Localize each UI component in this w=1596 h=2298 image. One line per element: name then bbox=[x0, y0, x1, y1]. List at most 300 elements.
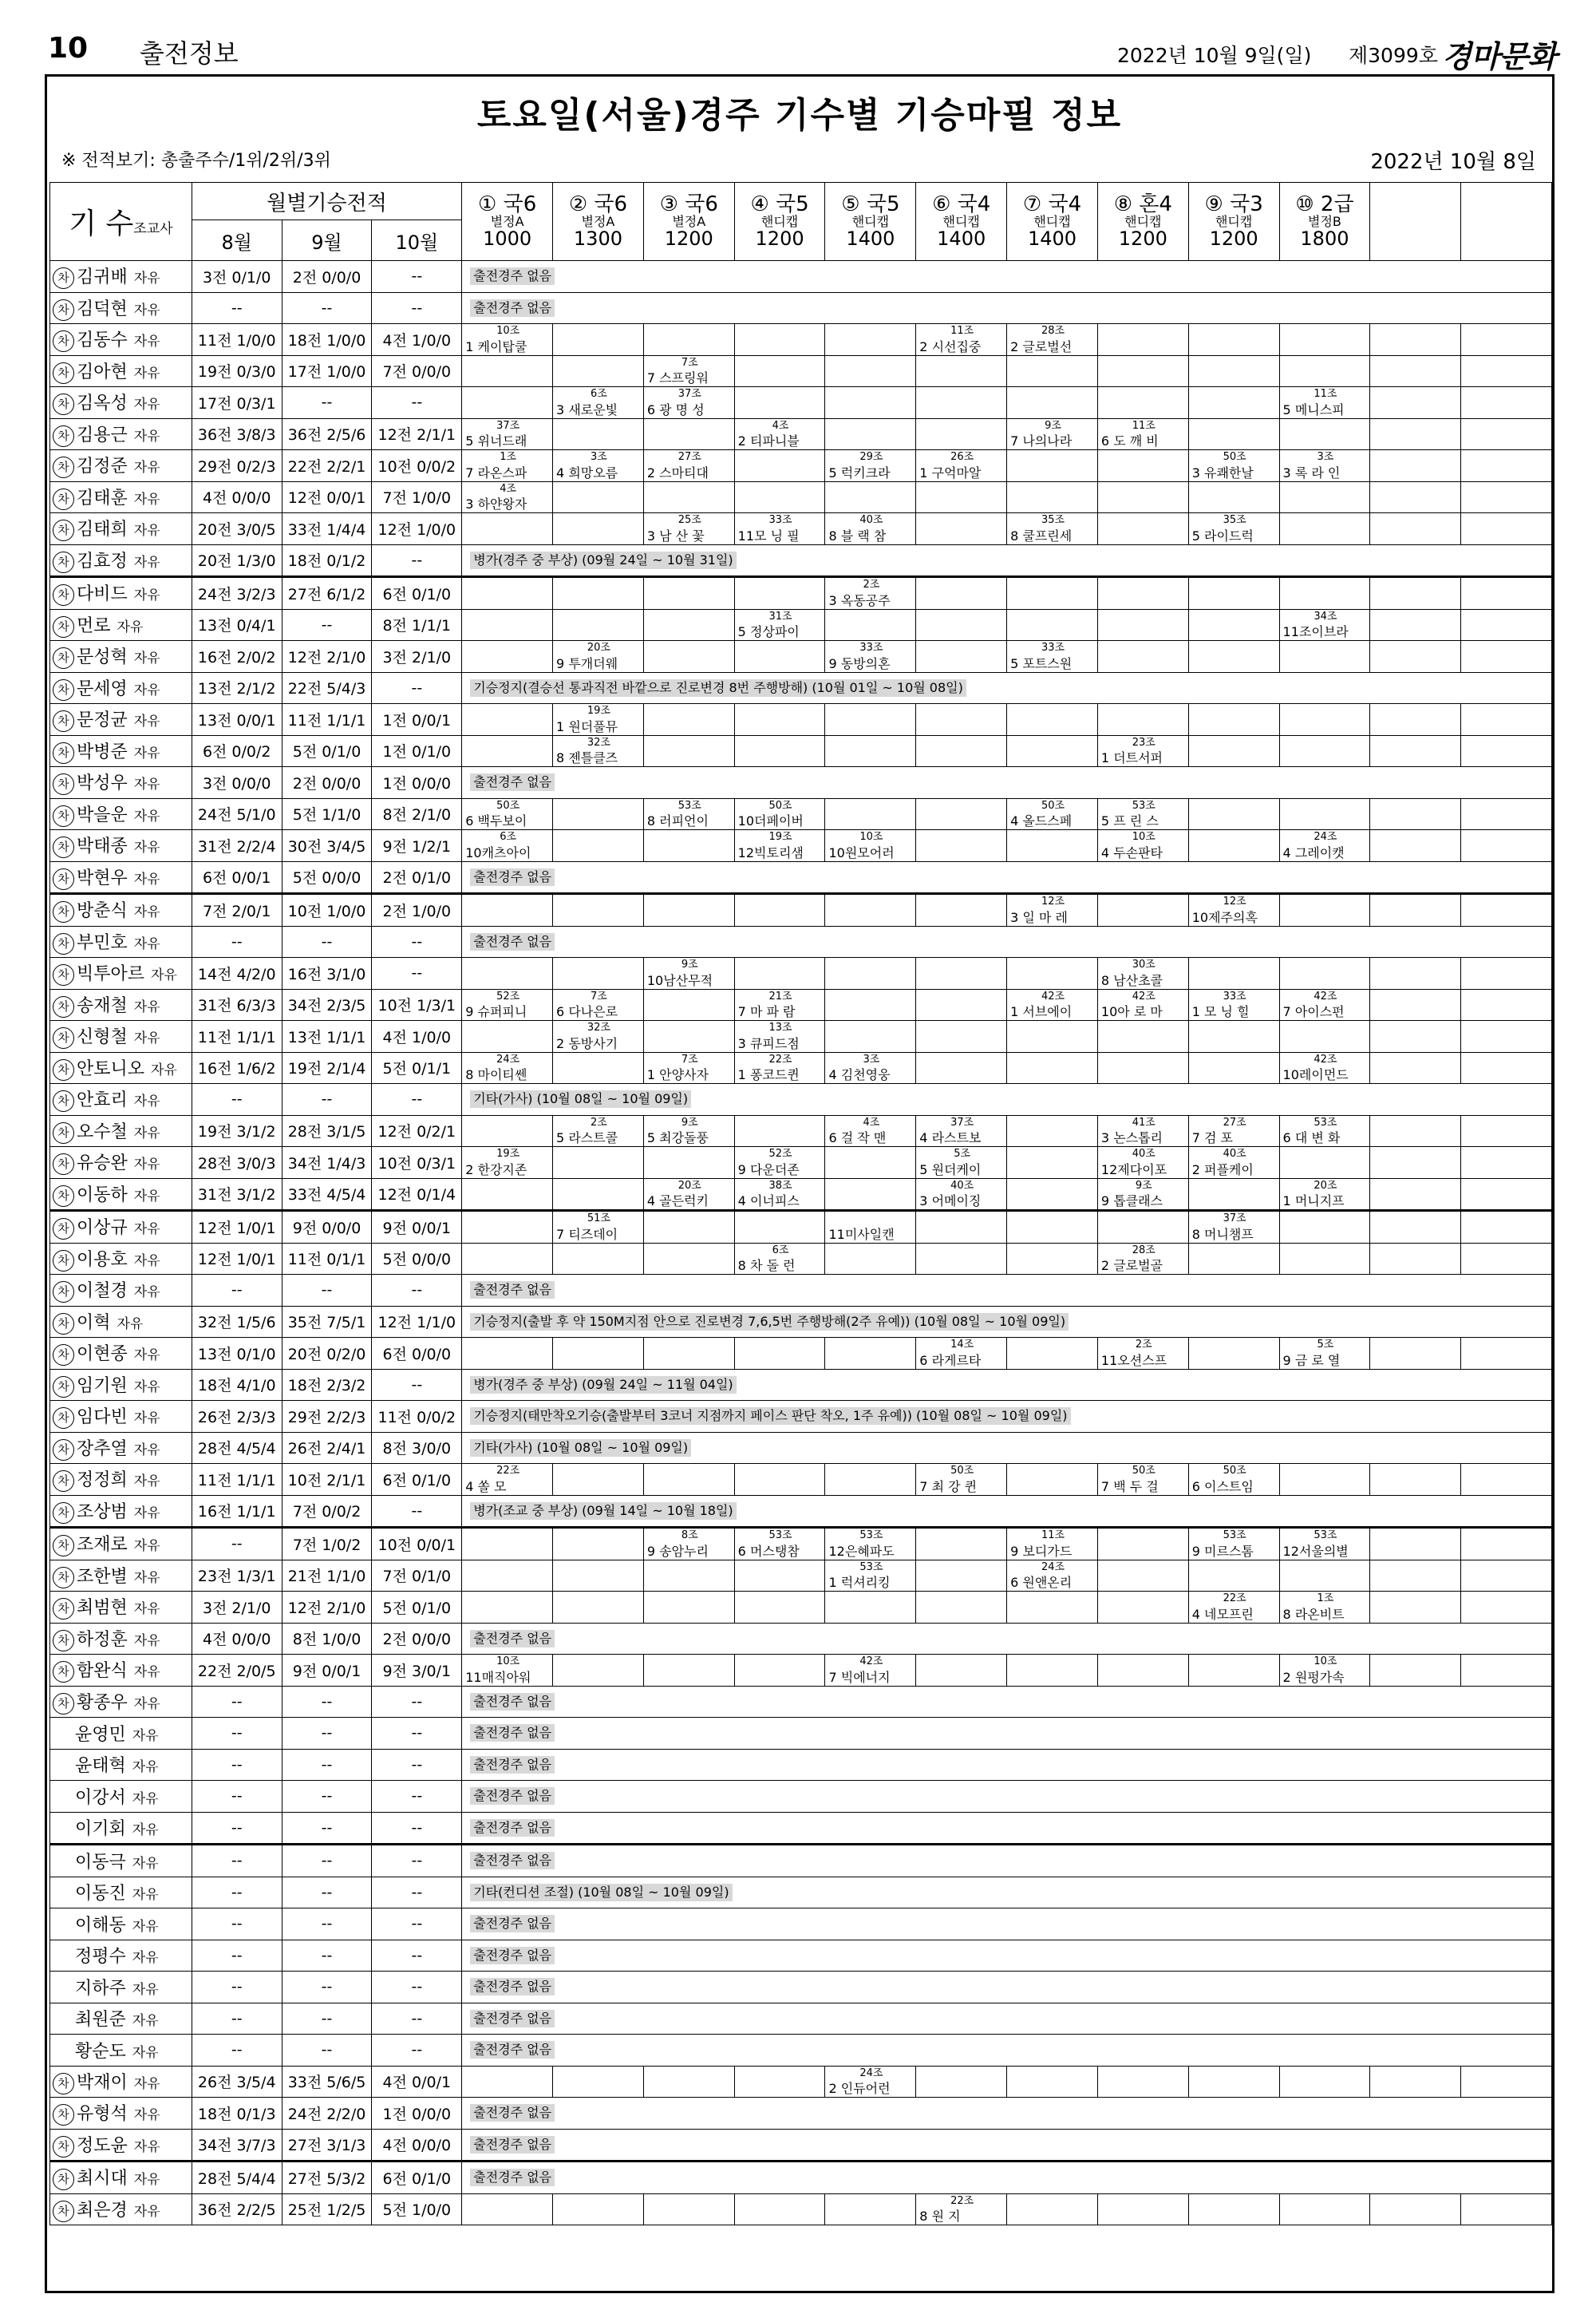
horse-entry: 6 백두보이 bbox=[465, 813, 527, 829]
jockey-cell bbox=[50, 1147, 192, 1179]
horse-entry: 10제주의혹 bbox=[1191, 909, 1258, 925]
jockey-row bbox=[50, 1718, 1552, 1750]
cha-badge-icon: 차 bbox=[53, 901, 74, 923]
horse-entry: 1 서브에이 bbox=[1010, 1004, 1073, 1019]
race-number: ① 국6 bbox=[478, 192, 537, 216]
cha-badge-icon: 차 bbox=[53, 2136, 74, 2158]
trainer-group: 23조 bbox=[1132, 736, 1156, 749]
horse-entry: 4 네모프린 bbox=[1191, 1606, 1254, 1622]
race-entry-cell bbox=[1370, 418, 1461, 450]
horse-entry: 1 퐁코드퀸 bbox=[737, 1067, 800, 1082]
spacer bbox=[53, 1853, 73, 1873]
horse-entry: 4 쏠 모 bbox=[465, 1478, 507, 1494]
jockey-row bbox=[50, 1306, 1552, 1338]
status-message-cell bbox=[462, 544, 1552, 577]
race-entry-cell bbox=[1279, 989, 1370, 1021]
jockey-name: 송재철 bbox=[77, 995, 128, 1016]
jockey-type: 자유 bbox=[151, 967, 177, 984]
jockey-name: 이상규 bbox=[77, 1218, 128, 1239]
jockey-row bbox=[50, 1560, 1552, 1592]
trainer-group: 50조 bbox=[1041, 799, 1065, 812]
race-entry-cell bbox=[1461, 989, 1552, 1021]
horse-entry: 3 록 라 인 bbox=[1282, 465, 1341, 481]
jockey-type: 자유 bbox=[132, 1887, 159, 1904]
horse-entry: 7 라온스파 bbox=[465, 465, 527, 481]
jockey-name: 박성우 bbox=[77, 773, 128, 794]
jockey-name: 오수철 bbox=[77, 1121, 128, 1142]
race-entry-cell bbox=[825, 1147, 916, 1179]
trainer-group: 33조 bbox=[768, 514, 792, 526]
race-entry-cell bbox=[462, 641, 553, 673]
race-entry-cell bbox=[916, 1655, 1007, 1687]
status-message-cell bbox=[462, 926, 1552, 958]
race-entry-cell bbox=[1370, 1147, 1461, 1179]
trainer-group: 12조 bbox=[1041, 896, 1065, 908]
jockey-cell bbox=[50, 704, 192, 736]
race-entry-cell bbox=[916, 1592, 1007, 1624]
horse-entry: 2 한강지존 bbox=[465, 1161, 527, 1177]
month-record: -- bbox=[372, 1495, 462, 1528]
cha-badge-icon: 차 bbox=[53, 267, 74, 289]
race-entry-cell bbox=[643, 1147, 734, 1179]
race-entry-cell bbox=[916, 1178, 1007, 1211]
status-message-cell bbox=[462, 1401, 1552, 1433]
race-entry-cell bbox=[734, 1338, 825, 1370]
jockey-name: 장추열 bbox=[77, 1438, 128, 1459]
jockey-type: 자유 bbox=[133, 1378, 160, 1395]
month-record: 10전 1/3/1 bbox=[372, 989, 462, 1021]
race-entry-cell bbox=[1188, 735, 1279, 767]
trainer-group: 11조 bbox=[950, 325, 974, 337]
horse-entry: 6 걸 작 맨 bbox=[828, 1130, 887, 1145]
month-record: -- bbox=[372, 292, 462, 324]
month-record: 19전 0/3/0 bbox=[192, 355, 282, 387]
cha-badge-icon: 차 bbox=[53, 1027, 74, 1049]
race-entry-cell bbox=[734, 989, 825, 1021]
status-message: 출전경주 없음 bbox=[470, 1693, 555, 1711]
trainer-group: 24조 bbox=[859, 2067, 883, 2079]
jockey-name: 이동극 bbox=[75, 1852, 126, 1873]
trainer-group: 11조 bbox=[1041, 1529, 1065, 1541]
race-entry-cell bbox=[1461, 1052, 1552, 1084]
race-entry-cell bbox=[462, 1560, 553, 1592]
month-record: 5전 0/1/0 bbox=[372, 1592, 462, 1624]
race-entry-cell bbox=[1097, 894, 1188, 927]
race-entry-cell bbox=[553, 324, 644, 356]
trainer-group: 41조 bbox=[1132, 1116, 1156, 1129]
month-record: 10전 0/0/2 bbox=[372, 450, 462, 482]
race-entry-cell bbox=[734, 609, 825, 641]
status-message-cell bbox=[462, 767, 1552, 799]
month-record: -- bbox=[372, 544, 462, 577]
race-entry-cell bbox=[1370, 2066, 1461, 2098]
race-entry-cell bbox=[916, 1338, 1007, 1370]
jockey-name: 안토니오 bbox=[77, 1058, 145, 1079]
jockey-type: 자유 bbox=[133, 554, 160, 571]
race-entry-cell bbox=[1370, 1115, 1461, 1147]
jockey-row bbox=[50, 1845, 1552, 1877]
jockey-name: 김효정 bbox=[77, 551, 128, 572]
trainer-group: 2조 bbox=[1135, 1339, 1152, 1351]
cha-badge-icon: 차 bbox=[53, 1535, 74, 1556]
jockey-cell bbox=[50, 1686, 192, 1718]
cha-badge-icon: 차 bbox=[53, 520, 74, 541]
month-record: 7전 1/0/2 bbox=[282, 1528, 372, 1560]
month-record: 18전 1/0/0 bbox=[282, 324, 372, 356]
jockey-name: 이강서 bbox=[75, 1787, 126, 1808]
race-entry-cell bbox=[643, 418, 734, 450]
month-record: -- bbox=[372, 1877, 462, 1908]
status-message: 출전경주 없음 bbox=[470, 2136, 555, 2154]
status-message-cell bbox=[462, 1781, 1552, 1813]
jockey-cell bbox=[50, 641, 192, 673]
jockey-cell bbox=[50, 1877, 192, 1908]
race-entry-cell bbox=[1188, 1528, 1279, 1560]
jockey-type: 자유 bbox=[133, 2075, 160, 2092]
race-entry-cell bbox=[916, 324, 1007, 356]
race-entry-cell bbox=[1279, 513, 1370, 545]
race-entry-cell bbox=[825, 798, 916, 830]
race-distance: 1200 bbox=[664, 227, 713, 250]
jockey-cell bbox=[50, 989, 192, 1021]
cha-badge-icon: 차 bbox=[53, 488, 74, 510]
jockey-row bbox=[50, 1972, 1552, 2003]
month-record: 11전 1/1/1 bbox=[192, 1021, 282, 1053]
month-record: 9전 3/0/1 bbox=[372, 1655, 462, 1687]
jockey-row bbox=[50, 861, 1552, 894]
race-entry-cell bbox=[1007, 1464, 1098, 1496]
race-entry-cell bbox=[1279, 1655, 1370, 1687]
horse-entry: 5 위너드래 bbox=[465, 433, 527, 449]
jockey-row bbox=[50, 2035, 1552, 2067]
monthly-record-header: 월별기승전적 bbox=[192, 183, 461, 220]
horse-entry: 7 마 파 람 bbox=[737, 1004, 796, 1019]
month-record: 27전 5/3/2 bbox=[282, 2162, 372, 2194]
month-record: 28전 4/5/4 bbox=[192, 1432, 282, 1464]
race-entry-cell bbox=[1097, 1338, 1188, 1370]
trainer-group: 11조 bbox=[1314, 388, 1337, 400]
race-entry-cell bbox=[1097, 798, 1188, 830]
trainer-group: 5조 bbox=[1317, 1339, 1334, 1351]
horse-entry: 4 올드스페 bbox=[1010, 813, 1073, 829]
jockey-name: 박태종 bbox=[77, 837, 128, 857]
horse-entry: 5 원더케이 bbox=[919, 1161, 982, 1177]
horse-entry: 3 하얀왕자 bbox=[465, 496, 527, 512]
month-record: 8전 3/0/0 bbox=[372, 1432, 462, 1464]
trainer-group: 3조 bbox=[863, 1053, 880, 1066]
jockey-name: 조재로 bbox=[77, 1535, 128, 1556]
horse-entry: 7 빅에너지 bbox=[828, 1669, 891, 1685]
race-entry-cell bbox=[462, 1211, 553, 1244]
month-record: 22전 2/2/1 bbox=[282, 450, 372, 482]
race-entry-cell bbox=[1461, 1115, 1552, 1147]
race-entry-cell bbox=[1188, 958, 1279, 990]
race-header bbox=[1097, 183, 1188, 261]
horse-entry: 5 포트스원 bbox=[1010, 655, 1073, 671]
month-record: 11전 0/0/2 bbox=[372, 1401, 462, 1433]
race-distance: 1200 bbox=[1209, 227, 1258, 250]
race-entry-cell bbox=[643, 1052, 734, 1084]
horse-entry: 10레이먼드 bbox=[1282, 1067, 1349, 1082]
jockey-cell bbox=[50, 1908, 192, 1940]
race-entry-cell bbox=[553, 1560, 644, 1592]
race-entry-cell bbox=[916, 513, 1007, 545]
month-record: 34전 2/3/5 bbox=[282, 989, 372, 1021]
trainer-group: 51조 bbox=[587, 1212, 610, 1224]
cha-badge-icon: 차 bbox=[53, 1407, 74, 1429]
trainer-group: 50조 bbox=[950, 1465, 974, 1477]
spacer bbox=[53, 1980, 73, 1999]
trainer-group: 53조 bbox=[678, 799, 701, 812]
jockey-cell bbox=[50, 1401, 192, 1433]
jockey-name: 유승완 bbox=[77, 1153, 128, 1174]
jockey-type: 자유 bbox=[133, 935, 160, 952]
race-entry-cell bbox=[1279, 704, 1370, 736]
race-entry-cell bbox=[1461, 1021, 1552, 1053]
jockey-cell bbox=[50, 2035, 192, 2067]
trainer-group: 1조 bbox=[500, 451, 517, 463]
status-message-cell bbox=[462, 1432, 1552, 1464]
jockey-row bbox=[50, 1908, 1552, 1940]
jockey-type: 자유 bbox=[133, 397, 160, 413]
month-record: 24전 3/2/3 bbox=[192, 577, 282, 610]
month-record: 7전 0/0/0 bbox=[372, 355, 462, 387]
jockey-type: 자유 bbox=[133, 1094, 160, 1110]
race-class: 별정A bbox=[581, 214, 615, 230]
month-record: 4전 0/0/1 bbox=[372, 2066, 462, 2098]
race-entry-cell bbox=[1097, 2193, 1188, 2225]
publication-logo: 경마문화 bbox=[1442, 39, 1556, 74]
trainer-group: 9조 bbox=[1045, 419, 1061, 432]
race-distance: 1400 bbox=[1027, 227, 1077, 250]
jockey-name: 이기회 bbox=[75, 1819, 126, 1840]
horse-entry: 2 스마티대 bbox=[646, 465, 709, 481]
month-record: 26전 2/4/1 bbox=[282, 1432, 372, 1464]
status-message: 출전경주 없음 bbox=[470, 1281, 555, 1299]
jockey-cell bbox=[50, 1972, 192, 2003]
race-entry-cell bbox=[734, 704, 825, 736]
race-entry-cell bbox=[1279, 324, 1370, 356]
jockey-row bbox=[50, 1432, 1552, 1464]
trainer-group: 37조 bbox=[496, 419, 520, 432]
race-entry-cell bbox=[1461, 894, 1552, 927]
trainer-group: 40조 bbox=[950, 1179, 974, 1192]
race-number: ⑦ 국4 bbox=[1022, 192, 1082, 216]
jockey-cell bbox=[50, 1178, 192, 1211]
race-entry-cell bbox=[1461, 798, 1552, 830]
race-class: 핸디캡 bbox=[851, 214, 890, 230]
race-entry-cell bbox=[916, 958, 1007, 990]
status-message: 출전경주 없음 bbox=[470, 1852, 555, 1869]
trainer-group: 2조 bbox=[591, 1116, 607, 1129]
jockey-cell bbox=[50, 1718, 192, 1750]
trainer-group: 33조 bbox=[1041, 642, 1065, 654]
race-distance: 1400 bbox=[937, 227, 986, 250]
month-record: 18전 4/1/0 bbox=[192, 1369, 282, 1401]
race-entry-cell bbox=[1370, 1211, 1461, 1244]
horse-entry: 8 블 랙 참 bbox=[828, 528, 887, 544]
jockey-row bbox=[50, 1338, 1552, 1370]
race-entry-cell bbox=[1279, 481, 1370, 513]
jockey-type: 자유 bbox=[133, 651, 160, 667]
race-entry-cell bbox=[553, 958, 644, 990]
month-record: 18전 0/1/3 bbox=[192, 2098, 282, 2130]
jockey-row bbox=[50, 1940, 1552, 1972]
month-record: 35전 7/5/1 bbox=[282, 1306, 372, 1338]
race-entry-cell bbox=[1097, 989, 1188, 1021]
month-record: -- bbox=[282, 387, 372, 419]
race-entry-cell bbox=[916, 2066, 1007, 2098]
horse-entry: 2 티파니블 bbox=[737, 433, 800, 449]
race-entry-cell bbox=[1188, 481, 1279, 513]
race-entry-cell bbox=[1279, 1528, 1370, 1560]
horse-entry: 9 슈퍼피니 bbox=[465, 1004, 527, 1019]
race-entry-cell bbox=[553, 2193, 644, 2225]
trainer-group: 12조 bbox=[1223, 896, 1246, 908]
horse-entry: 3 큐피드점 bbox=[737, 1035, 800, 1051]
race-entry-cell bbox=[1370, 1178, 1461, 1211]
month-record: 31전 3/1/2 bbox=[192, 1178, 282, 1211]
jockey-name: 정도윤 bbox=[77, 2135, 128, 2156]
race-entry-cell bbox=[825, 2066, 916, 2098]
status-message: 병가(경주 중 부상) (09월 24일 ~ 10월 31일) bbox=[470, 552, 736, 569]
trainer-group: 21조 bbox=[768, 990, 792, 1003]
race-entry-cell bbox=[1279, 577, 1370, 610]
race-entry-cell bbox=[1188, 1052, 1279, 1084]
trainer-group: 42조 bbox=[1314, 1053, 1337, 1066]
status-message: 출전경주 없음 bbox=[470, 773, 555, 791]
cha-badge-icon: 차 bbox=[53, 1502, 74, 1524]
month-record: -- bbox=[192, 1877, 282, 1908]
race-entry-cell bbox=[734, 418, 825, 450]
race-entry-cell bbox=[643, 1655, 734, 1687]
jockey-name: 박을운 bbox=[77, 805, 128, 825]
race-entry-cell bbox=[1188, 1560, 1279, 1592]
race-entry-cell bbox=[734, 1592, 825, 1624]
race-entry-cell bbox=[1007, 798, 1098, 830]
month-record: 13전 1/1/1 bbox=[282, 1021, 372, 1053]
race-entry-cell bbox=[1461, 1464, 1552, 1496]
race-entry-cell bbox=[1097, 387, 1188, 419]
month-record: 4전 1/0/0 bbox=[372, 1021, 462, 1053]
jockey-type: 자유 bbox=[133, 714, 160, 730]
jockey-name: 이용호 bbox=[77, 1249, 128, 1270]
cha-badge-icon: 차 bbox=[53, 1376, 74, 1398]
trainer-group: 42조 bbox=[1132, 990, 1156, 1003]
race-entry-cell bbox=[1370, 450, 1461, 482]
race-entry-cell bbox=[462, 387, 553, 419]
status-message: 병가(조교 중 부상) (09월 14일 ~ 10월 18일) bbox=[470, 1502, 736, 1520]
month-oct-header: 10월 bbox=[372, 220, 462, 261]
jockey-cell bbox=[50, 1655, 192, 1687]
trainer-group: 9조 bbox=[681, 959, 698, 971]
jockey-cell bbox=[50, 481, 192, 513]
race-entry-cell bbox=[643, 735, 734, 767]
race-entry-cell bbox=[1461, 1178, 1552, 1211]
race-entry-cell bbox=[734, 798, 825, 830]
jockey-type: 자유 bbox=[133, 2138, 160, 2155]
jockey-cell bbox=[50, 830, 192, 862]
race-entry-cell bbox=[1007, 1655, 1098, 1687]
race-entry-cell bbox=[1370, 2193, 1461, 2225]
month-record: -- bbox=[192, 1528, 282, 1560]
race-entry-cell bbox=[1188, 1243, 1279, 1275]
horse-entry: 12서울의별 bbox=[1282, 1543, 1349, 1559]
month-record: 31전 2/2/4 bbox=[192, 830, 282, 862]
cha-badge-icon: 차 bbox=[53, 742, 74, 764]
trainer-group: 40조 bbox=[1223, 1148, 1246, 1160]
month-record: 24전 2/2/0 bbox=[282, 2098, 372, 2130]
month-record: 5전 0/1/1 bbox=[372, 1052, 462, 1084]
race-entry-cell bbox=[1007, 418, 1098, 450]
race-entry-cell bbox=[553, 1464, 644, 1496]
race-entry-cell bbox=[1097, 609, 1188, 641]
horse-entry: 9 다운더존 bbox=[737, 1161, 800, 1177]
race-distance: 1200 bbox=[755, 227, 804, 250]
status-message-cell bbox=[462, 2035, 1552, 2067]
race-entry-cell bbox=[1279, 1560, 1370, 1592]
jockey-row bbox=[50, 418, 1552, 450]
jockey-type: 자유 bbox=[133, 1410, 160, 1427]
race-entry-cell bbox=[553, 1338, 644, 1370]
race-entry-cell bbox=[1188, 324, 1279, 356]
horse-entry: 5 메니스피 bbox=[1282, 401, 1345, 417]
horse-entry: 8 젠틀클즈 bbox=[556, 750, 618, 765]
race-class: 핸디캡 bbox=[1033, 214, 1071, 230]
race-entry-cell bbox=[462, 1178, 553, 1211]
jockey-name: 김덕현 bbox=[77, 299, 128, 319]
horse-entry: 6 광 명 성 bbox=[646, 401, 705, 417]
race-entry-cell bbox=[1007, 1338, 1098, 1370]
month-record: -- bbox=[192, 1845, 282, 1877]
jockey-cell bbox=[50, 2193, 192, 2225]
status-message: 출전경주 없음 bbox=[470, 868, 555, 886]
horse-entry: 10아 로 마 bbox=[1100, 1004, 1163, 1019]
race-entry-cell bbox=[1279, 958, 1370, 990]
trainer-group: 2조 bbox=[863, 579, 880, 591]
jockey-cell bbox=[50, 292, 192, 324]
race-entry-cell bbox=[1097, 1178, 1188, 1211]
race-entry-cell bbox=[643, 513, 734, 545]
race-entry-cell bbox=[1188, 609, 1279, 641]
race-entry-cell bbox=[1188, 798, 1279, 830]
month-record: 23전 1/3/1 bbox=[192, 1560, 282, 1592]
cha-badge-icon: 차 bbox=[53, 773, 74, 795]
cha-badge-icon: 차 bbox=[53, 964, 74, 986]
status-message: 출전경주 없음 bbox=[470, 1819, 555, 1837]
race-entry-cell bbox=[1461, 1211, 1552, 1244]
race-entry-cell bbox=[553, 418, 644, 450]
status-message-cell bbox=[462, 1084, 1552, 1116]
race-entry-cell bbox=[734, 735, 825, 767]
horse-entry: 6 원앤온리 bbox=[1010, 1575, 1073, 1590]
jockey-cell bbox=[50, 1275, 192, 1307]
jockey-type: 자유 bbox=[132, 1981, 159, 1998]
race-entry-cell bbox=[643, 1243, 734, 1275]
race-entry-cell bbox=[734, 641, 825, 673]
race-header bbox=[916, 183, 1007, 261]
jockey-row bbox=[50, 1369, 1552, 1401]
jockey-name: 박재이 bbox=[77, 2072, 128, 2093]
race-entry-cell bbox=[1370, 1560, 1461, 1592]
jockey-row bbox=[50, 989, 1552, 1021]
race-entry-cell bbox=[825, 1338, 916, 1370]
race-entry-cell bbox=[1188, 704, 1279, 736]
race-entry-cell bbox=[462, 798, 553, 830]
status-message: 출전경주 없음 bbox=[470, 267, 555, 285]
race-entry-cell bbox=[1097, 641, 1188, 673]
month-record: 33전 5/6/5 bbox=[282, 2066, 372, 2098]
